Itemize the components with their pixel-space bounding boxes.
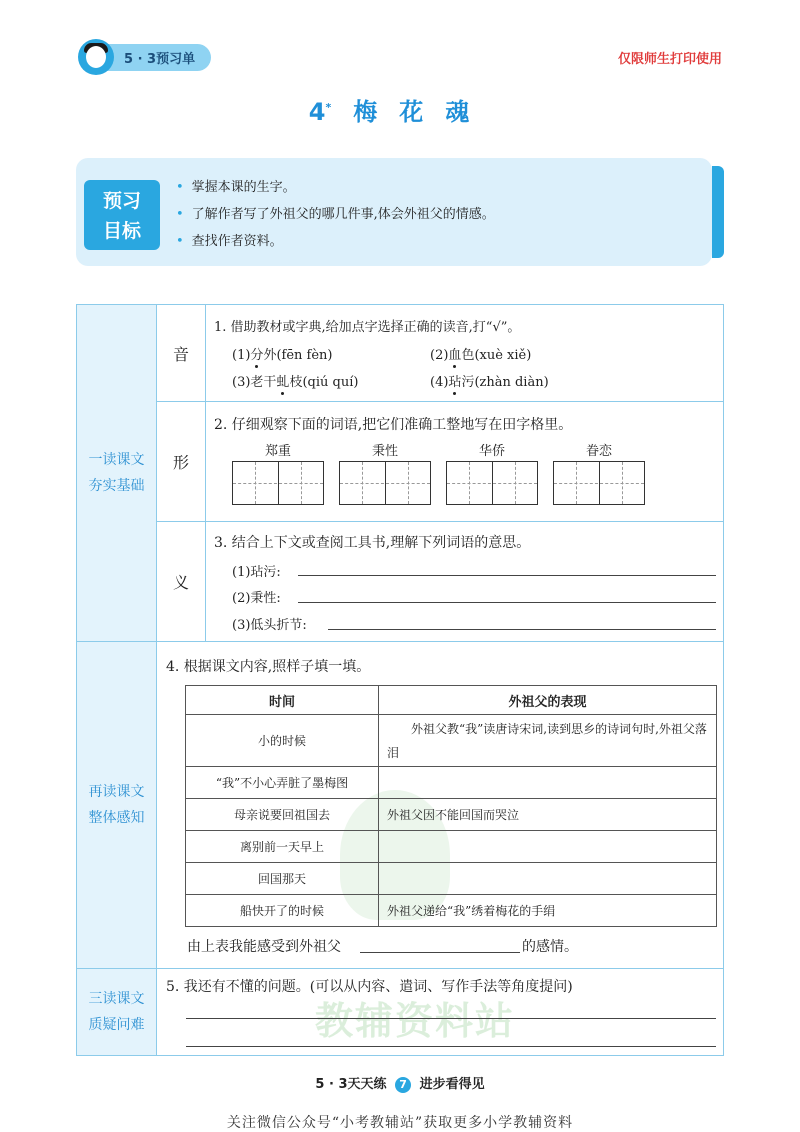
q2-word: 郑重: [264, 444, 291, 459]
table-row: 母亲说要回祖国去 外祖父因不能回国而哭泣: [186, 799, 717, 831]
page-footer: 5 · 3天天练 7 进步看得见: [315, 1077, 485, 1092]
q4-conclusion-pre: 由上表我能感受到外祖父: [187, 939, 341, 955]
section-basics: 一读课文 夯实基础: [76, 304, 157, 642]
panel-tab-decoration: [712, 166, 724, 258]
tianzige-grid[interactable]: [446, 461, 538, 505]
pronunciation-label: 音: [156, 304, 206, 402]
q4-prompt: 4. 根据课文内容,照样子填一填。: [166, 659, 371, 675]
answer-line[interactable]: [186, 1018, 716, 1019]
form-label: 形: [156, 401, 206, 522]
answer-line[interactable]: [298, 575, 716, 576]
q2-word: 秉性: [371, 444, 398, 459]
q2-word: 华侨: [478, 444, 505, 459]
goal-item: • 掌握本课的生字。: [176, 180, 296, 195]
q3-item: (1)玷污:: [232, 565, 281, 580]
table-row: 回国那天: [186, 863, 717, 895]
table-row: 离别前一天早上: [186, 831, 717, 863]
table-header: 时间: [186, 686, 379, 715]
q1-option[interactable]: (2)血色(xuè xiě): [430, 348, 532, 363]
lesson-title-text: 梅花魂: [353, 98, 492, 126]
q1-option[interactable]: (3)老干虬枝(qiú quí): [232, 375, 359, 390]
section-questions: 三读课文 质疑问难: [76, 968, 157, 1056]
q5-prompt: 5. 我还有不懂的问题。(可以从内容、遣词、写作手法等角度提问): [166, 979, 573, 995]
meaning-label: 义: [156, 521, 206, 642]
goal-item: • 了解作者写了外祖父的哪几件事,体会外祖父的情感。: [176, 207, 495, 222]
table-row: 小的时候 外祖父教“我”读唐诗宋词,读到思乡的诗词句时,外祖父落泪: [186, 715, 717, 767]
answer-line[interactable]: [360, 952, 520, 953]
q2-prompt: 2. 仔细观察下面的词语,把它们准确工整地写在田字格里。: [214, 417, 573, 433]
q3-item: (2)秉性:: [232, 591, 281, 606]
tianzige-grid[interactable]: [339, 461, 431, 505]
q4-conclusion-post: 的感情。: [522, 939, 578, 955]
q2-word: 眷恋: [585, 444, 612, 459]
header-badge-label: 5 · 3预习单: [106, 44, 211, 71]
table-row: “我”不小心弄脏了墨梅图: [186, 767, 717, 799]
preview-goals-badge: 预习 目标: [84, 180, 160, 250]
lesson-title: [0, 92, 800, 127]
goal-item: • 查找作者资料。: [176, 234, 283, 249]
bottom-notice: 关注微信公众号“小考教辅站”获取更多小学教辅资料: [226, 1115, 574, 1131]
q1-option[interactable]: (4)玷污(zhàn diàn): [430, 375, 549, 390]
q1-prompt: 1. 借助教材或字典,给加点字选择正确的读音,打“√”。: [214, 320, 521, 335]
q1-option[interactable]: (1)分外(fēn fèn): [232, 348, 333, 363]
answer-line[interactable]: [298, 602, 716, 603]
section-overview: 再读课文 整体感知: [76, 641, 157, 969]
preview-goals-list: [176, 174, 495, 255]
page-number: 7: [395, 1077, 411, 1093]
table-header: 外祖父的表现: [379, 686, 717, 715]
table-header-row: [186, 686, 717, 715]
watermark-text: 教辅资料站: [314, 999, 515, 1043]
avatar-icon: [78, 39, 114, 75]
answer-line[interactable]: [186, 1046, 716, 1047]
q4-table: [185, 685, 717, 927]
q3-item: (3)低头折节:: [232, 618, 307, 633]
header-badge: [78, 40, 211, 74]
table-row: 船快开了的时候 外祖父递给“我”绣着梅花的手绢: [186, 895, 717, 927]
tianzige-grid[interactable]: [232, 461, 324, 505]
lesson-number: 4*: [308, 98, 332, 126]
answer-line[interactable]: [328, 629, 716, 630]
q3-prompt: 3. 结合上下文或查阅工具书,理解下列词语的意思。: [214, 535, 531, 551]
tianzige-grid[interactable]: [553, 461, 645, 505]
print-notice: 仅限师生打印使用: [617, 52, 722, 67]
